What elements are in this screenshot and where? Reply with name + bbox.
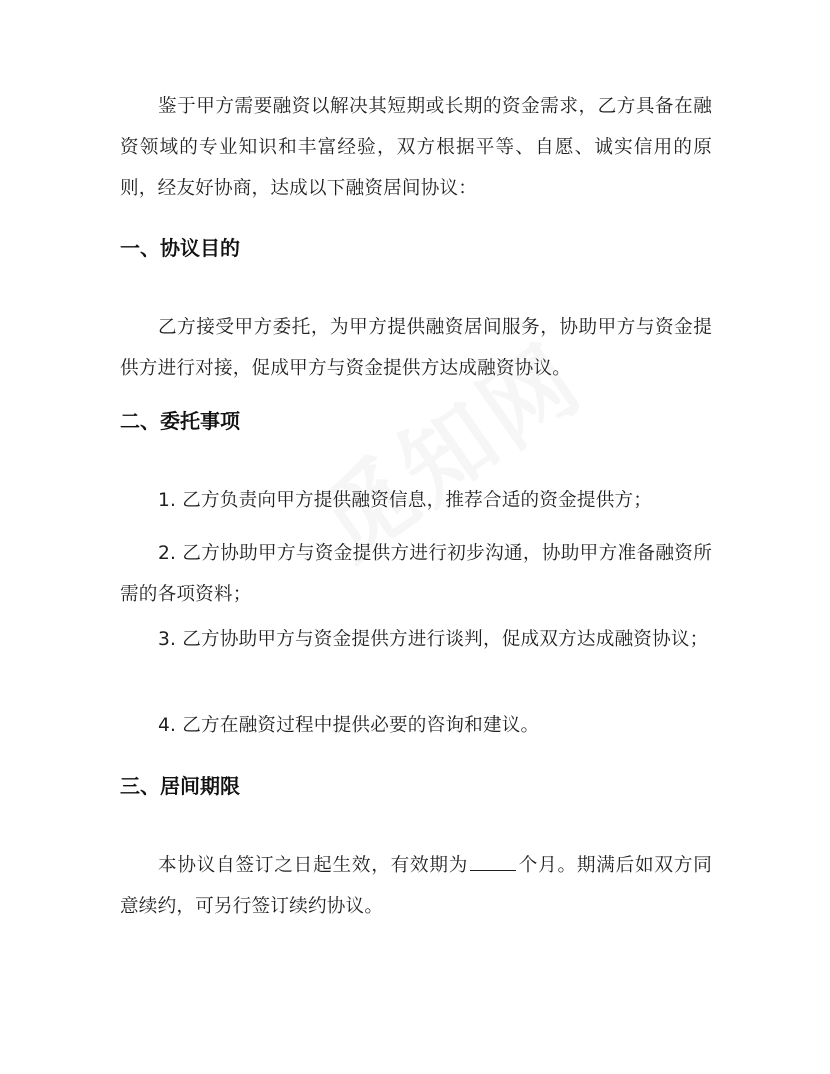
section-heading-purpose: 一、协议目的 — [120, 236, 240, 260]
term-paragraph — [120, 845, 712, 927]
list-item: 3. 乙方协助甲方与资金提供方进行谈判，促成双方达成融资协议； — [158, 629, 709, 650]
purpose-paragraph: 乙方接受甲方委托，为甲方提供融资居间服务，协助甲方与资金提供方进行对接，促成甲方与资金提供方达成融资协议。 — [120, 317, 712, 379]
section-heading-term: 三、居间期限 — [120, 774, 240, 798]
blank-fill-line — [470, 869, 516, 871]
intro-paragraph: 鉴于甲方需要融资以解决其短期或长期的资金需求，乙方具备在融资领域的专业知识和丰富经验，双方根据平等、自愿、诚实信用的原则，经友好协商，达成以下融资居间协议： — [120, 96, 712, 199]
term-text-part2: 个月。期满后如双方同意续约，可另行签订续约协议。 — [120, 855, 712, 917]
term-text-part1: 本协议自签订之日起生效，有效期为 — [158, 855, 469, 876]
list-item: 2. 乙方协助甲方与资金提供方进行初步沟通，协助甲方准备融资所需的各项资料； — [120, 543, 712, 605]
section-heading-entrusted-matters: 二、委托事项 — [120, 409, 240, 433]
list-item: 1. 乙方负责向甲方提供融资信息，推荐合适的资金提供方； — [158, 490, 653, 511]
list-item: 4. 乙方在融资过程中提供必要的咨询和建议。 — [158, 715, 540, 736]
